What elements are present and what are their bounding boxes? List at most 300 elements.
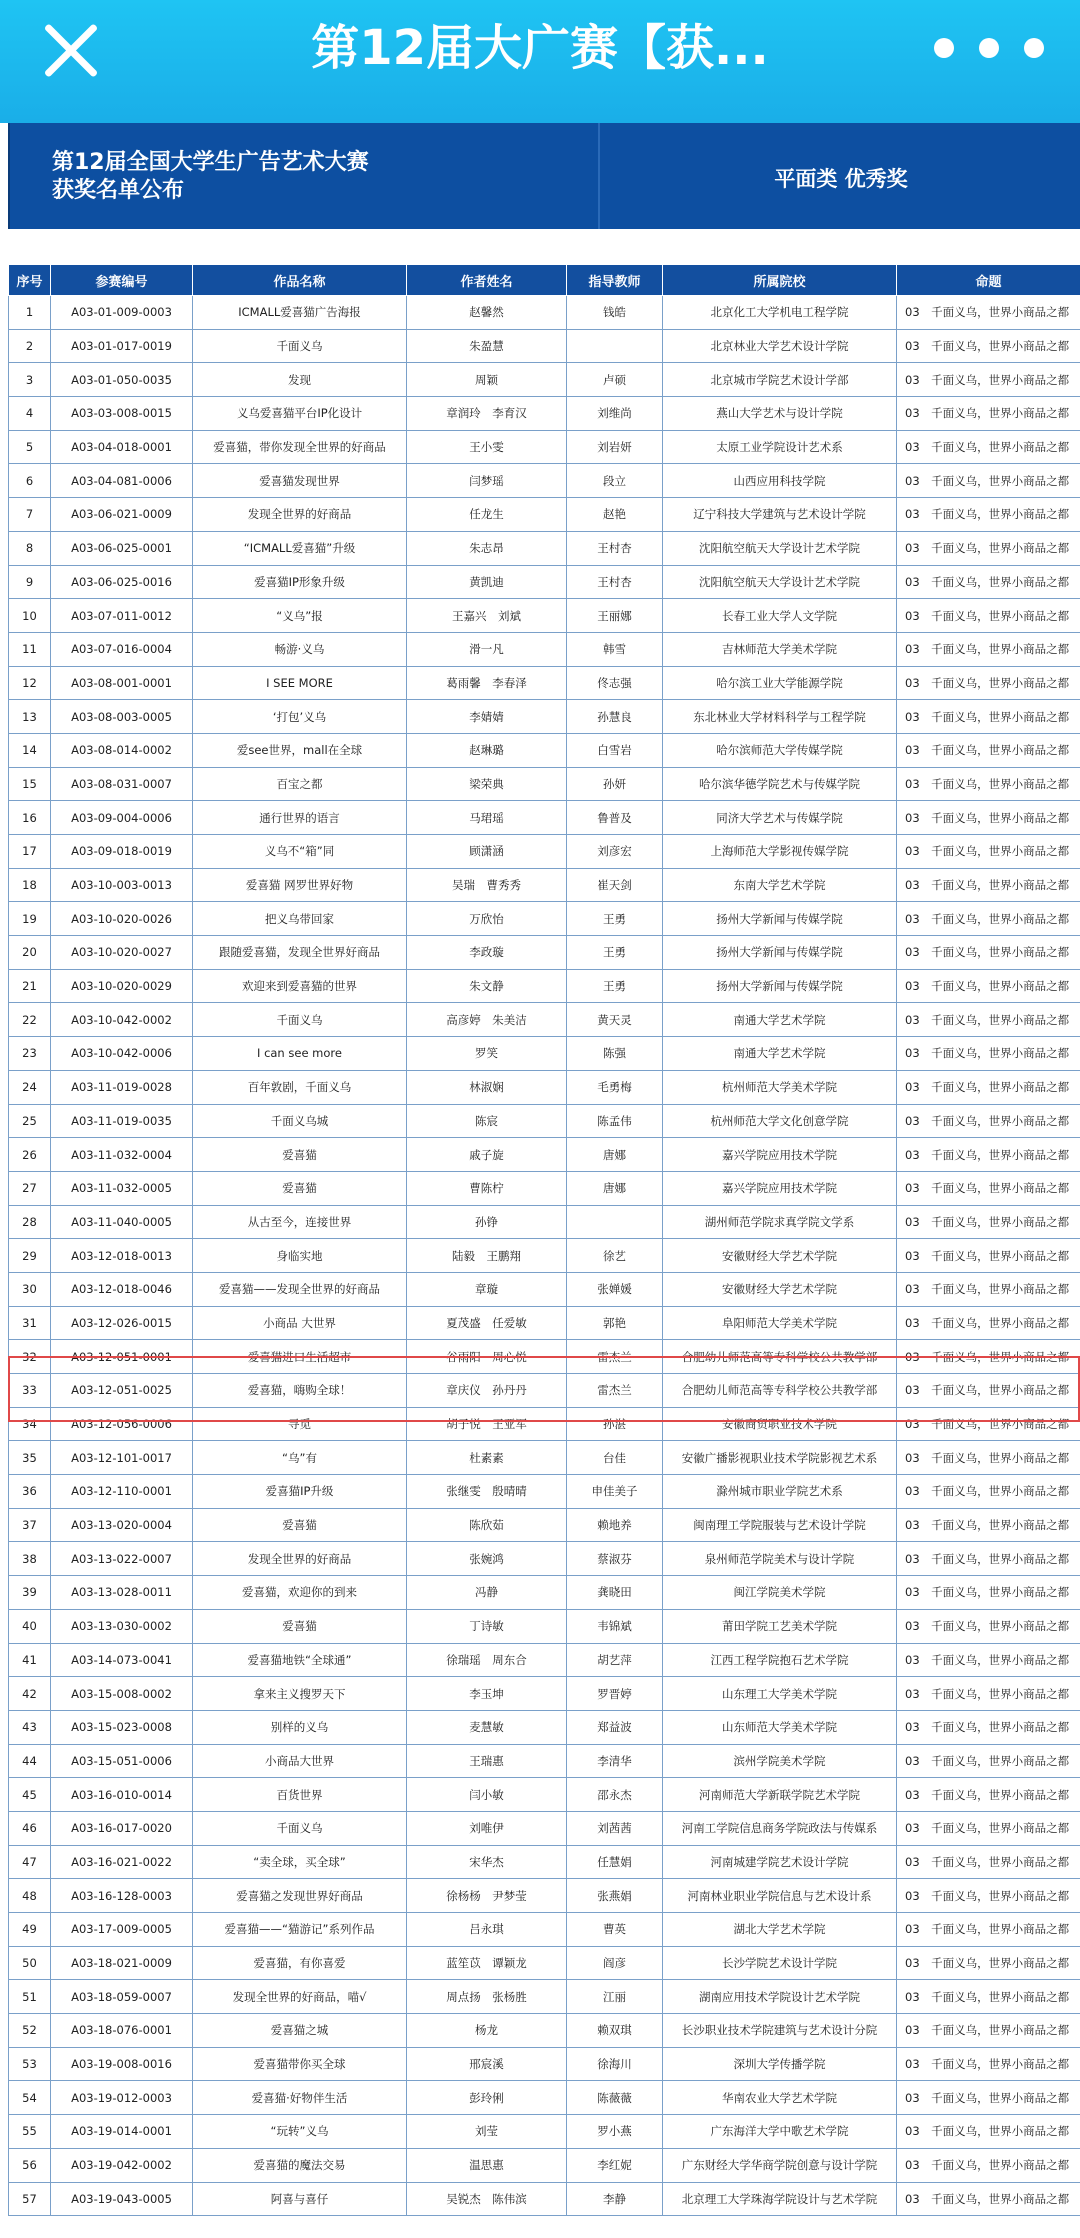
table-cell: 刘茜茜 (567, 1811, 663, 1845)
table-cell: 葛雨馨 李春泽 (407, 666, 567, 700)
table-cell: 03 千面义乌，世界小商品之都 (897, 329, 1080, 363)
table-cell: A03-13-022-0007 (51, 1542, 193, 1576)
table-cell: 16 (9, 801, 51, 835)
table-cell: 把义乌带回家 (193, 902, 407, 936)
table-cell: 19 (9, 902, 51, 936)
table-cell: 燕山大学艺术与设计学院 (663, 397, 897, 431)
column-header: 所属院校 (663, 265, 897, 296)
table-row (9, 1980, 1080, 2014)
table-cell: A03-19-042-0002 (51, 2148, 193, 2182)
table-cell: 53 (9, 2047, 51, 2081)
table-cell: 身临实地 (193, 1239, 407, 1273)
table-row (9, 1542, 1080, 1576)
column-header: 命题 (897, 265, 1080, 296)
table-cell: 孙铮 (407, 1205, 567, 1239)
table-cell: A03-11-032-0005 (51, 1171, 193, 1205)
table-row (9, 1811, 1080, 1845)
table-cell: A03-09-018-0019 (51, 835, 193, 869)
table-row (9, 1003, 1080, 1037)
table-cell: 26 (9, 1138, 51, 1172)
table-cell: 爱喜猫发现世界 (193, 464, 407, 498)
banner (8, 123, 1080, 229)
table-cell: 韦锦斌 (567, 1609, 663, 1643)
table-cell: 03 千面义乌，世界小商品之都 (897, 733, 1080, 767)
table-cell: 爱喜猫，欢迎你的到来 (193, 1576, 407, 1610)
table-cell: 2 (9, 329, 51, 363)
column-header: 序号 (9, 265, 51, 296)
table-cell: 安徽广播影视职业技术学院影视艺术系 (663, 1441, 897, 1475)
table-cell: A03-04-018-0001 (51, 430, 193, 464)
table-cell: 张婉鸿 (407, 1542, 567, 1576)
table-cell: 33 (9, 1374, 51, 1408)
table-cell: 上海师范大学影视传媒学院 (663, 835, 897, 869)
table-cell: ‘打包’义乌 (193, 700, 407, 734)
table-cell: 41 (9, 1643, 51, 1677)
table-cell: 36 (9, 1475, 51, 1509)
table-cell: 韩雪 (567, 632, 663, 666)
table-cell: 35 (9, 1441, 51, 1475)
table-cell: A03-11-019-0035 (51, 1104, 193, 1138)
table-cell: 发现全世界的好商品，喵√ (193, 1980, 407, 2014)
table-row (9, 767, 1080, 801)
table-cell: 爱喜猫IP升级 (193, 1475, 407, 1509)
table-cell: 03 千面义乌，世界小商品之都 (897, 1475, 1080, 1509)
table-cell: 31 (9, 1306, 51, 1340)
table-cell: 李玉坤 (407, 1677, 567, 1711)
page-title: 第12届大广赛【获... (311, 20, 769, 76)
table-cell: 赖双琪 (567, 2014, 663, 2048)
table-cell: 张继雯 殷晴晴 (407, 1475, 567, 1509)
table-cell: 34 (9, 1407, 51, 1441)
table-cell: 29 (9, 1239, 51, 1273)
table-row (9, 1239, 1080, 1273)
table-cell: A03-12-101-0017 (51, 1441, 193, 1475)
table-cell: 1 (9, 296, 51, 330)
table-cell: 安徽商贸职业技术学院 (663, 1407, 897, 1441)
table-row (9, 733, 1080, 767)
table-cell: 泉州师范学院美术与设计学院 (663, 1542, 897, 1576)
table-cell: 徐杨杨 尹梦莹 (407, 1879, 567, 1913)
table-cell: 03 千面义乌，世界小商品之都 (897, 1239, 1080, 1273)
table-cell: 40 (9, 1609, 51, 1643)
table-cell: 03 千面义乌，世界小商品之都 (897, 1003, 1080, 1037)
table-cell: 周点扬 张杨胜 (407, 1980, 567, 2014)
table-cell: 03 千面义乌，世界小商品之都 (897, 599, 1080, 633)
table-cell: 徐艺 (567, 1239, 663, 1273)
table-cell: 03 千面义乌，世界小商品之都 (897, 1778, 1080, 1812)
table-cell: 李政璇 (407, 936, 567, 970)
table-cell: I can see more (193, 1037, 407, 1071)
table-cell: 罗小燕 (567, 2115, 663, 2149)
table-cell: 3 (9, 363, 51, 397)
table-cell: 朱文静 (407, 969, 567, 1003)
table-cell: 03 千面义乌，世界小商品之都 (897, 1306, 1080, 1340)
table-cell: 刘彦宏 (567, 835, 663, 869)
table-cell: 56 (9, 2148, 51, 2182)
table-cell: 江丽 (567, 1980, 663, 2014)
table-cell: A03-18-076-0001 (51, 2014, 193, 2048)
table-cell: “ICMALL爱喜猫”升级 (193, 531, 407, 565)
table-cell: 同济大学艺术与传媒学院 (663, 801, 897, 835)
table-cell: 义乌爱喜猫平台IP化设计 (193, 397, 407, 431)
table-cell: A03-16-021-0022 (51, 1845, 193, 1879)
table-cell: 爱喜猫 (193, 1171, 407, 1205)
table-cell: 爱喜猫的魔法交易 (193, 2148, 407, 2182)
table-cell: 千面义乌 (193, 1811, 407, 1845)
table-cell: 百宝之都 (193, 767, 407, 801)
table-row (9, 1576, 1080, 1610)
table-cell: 湖北大学艺术学院 (663, 1913, 897, 1947)
table-row (9, 2115, 1080, 2149)
table-cell: 冯静 (407, 1576, 567, 1610)
table-cell: 白雪岩 (567, 733, 663, 767)
table-cell: 河南师范大学新联学院艺术学院 (663, 1778, 897, 1812)
table-cell: A03-19-012-0003 (51, 2081, 193, 2115)
banner-title: 第12届全国大学生广告艺术大赛 获奖名单公布 (52, 150, 369, 203)
table-cell: A03-10-020-0027 (51, 936, 193, 970)
table-cell: 50 (9, 1946, 51, 1980)
table-cell: 罗笑 (407, 1037, 567, 1071)
table-row (9, 1407, 1080, 1441)
table-cell: 爱喜猫，带你发现全世界的好商品 (193, 430, 407, 464)
table-cell: 孙湛 (567, 1407, 663, 1441)
table-cell: 03 千面义乌，世界小商品之都 (897, 801, 1080, 835)
table-cell: 03 千面义乌，世界小商品之都 (897, 1811, 1080, 1845)
table-cell: 东南大学艺术学院 (663, 868, 897, 902)
table-cell: 30 (9, 1272, 51, 1306)
table-cell: 爱喜猫·好物伴生活 (193, 2081, 407, 2115)
table-row (9, 1778, 1080, 1812)
table-cell: 赵艳 (567, 498, 663, 532)
table-cell: 03 千面义乌，世界小商品之都 (897, 969, 1080, 1003)
table-cell: 刘唯伊 (407, 1811, 567, 1845)
table-cell: 阿喜与喜仔 (193, 2182, 407, 2216)
table-cell: A03-01-009-0003 (51, 296, 193, 330)
table-cell: 合肥幼儿师范高等专科学校公共教学部 (663, 1374, 897, 1408)
table-cell: A03-08-001-0001 (51, 666, 193, 700)
table-cell: A03-10-042-0002 (51, 1003, 193, 1037)
table-cell: A03-11-040-0005 (51, 1205, 193, 1239)
table-cell: 发现 (193, 363, 407, 397)
table-cell: 赖地养 (567, 1508, 663, 1542)
table-cell: 别样的义乌 (193, 1710, 407, 1744)
table-cell: 6 (9, 464, 51, 498)
table-row (9, 1037, 1080, 1071)
table-cell: 55 (9, 2115, 51, 2149)
table-cell: A03-10-042-0006 (51, 1037, 193, 1071)
table-cell: 崔天剑 (567, 868, 663, 902)
table-cell: 陈宸 (407, 1104, 567, 1138)
table-cell: A03-13-030-0002 (51, 1609, 193, 1643)
table-cell: 欢迎来到爱喜猫的世界 (193, 969, 407, 1003)
table-cell: 北京城市学院艺术设计学部 (663, 363, 897, 397)
table-row (9, 1205, 1080, 1239)
table-cell: 北京化工大学机电工程学院 (663, 296, 897, 330)
table-cell: 03 千面义乌，世界小商品之都 (897, 1542, 1080, 1576)
table-cell: 爱喜猫——发现全世界的好商品 (193, 1272, 407, 1306)
table-cell: 曹陈柠 (407, 1171, 567, 1205)
table-cell: 钱皓 (567, 296, 663, 330)
table-cell: 章璇 (407, 1272, 567, 1306)
table-cell: 章润玲 李育汉 (407, 397, 567, 431)
table-cell: 4 (9, 397, 51, 431)
table-cell: 河南林业职业学院信息与艺术设计系 (663, 1879, 897, 1913)
table-cell: 宋华杰 (407, 1845, 567, 1879)
table-cell: 44 (9, 1744, 51, 1778)
table-row (9, 902, 1080, 936)
table-row (9, 430, 1080, 464)
table-cell: 21 (9, 969, 51, 1003)
table-row (9, 835, 1080, 869)
table-cell: 麦慧敏 (407, 1710, 567, 1744)
table-cell: 爱喜猫 (193, 1138, 407, 1172)
table-cell: 朱盈慧 (407, 329, 567, 363)
table-cell: 闫小敏 (407, 1778, 567, 1812)
table-cell: 03 千面义乌，世界小商品之都 (897, 363, 1080, 397)
table-cell: 徐瑞瑶 周东合 (407, 1643, 567, 1677)
table-cell: 爱喜猫，有你喜爱 (193, 1946, 407, 1980)
table-cell: 03 千面义乌，世界小商品之都 (897, 700, 1080, 734)
table-row (9, 1104, 1080, 1138)
table-cell: 江西工程学院抱石艺术学院 (663, 1643, 897, 1677)
table-cell: A03-12-056-0006 (51, 1407, 193, 1441)
table-cell: 扬州大学新闻与传媒学院 (663, 969, 897, 1003)
table-cell: 华南农业大学艺术学院 (663, 2081, 897, 2115)
table-cell: A03-17-009-0005 (51, 1913, 193, 1947)
table-cell: 03 千面义乌，世界小商品之都 (897, 2047, 1080, 2081)
table-cell: 39 (9, 1576, 51, 1610)
table-cell: 23 (9, 1037, 51, 1071)
table-cell: 吴瑞 曹秀秀 (407, 868, 567, 902)
table-cell: 46 (9, 1811, 51, 1845)
table-cell: 吉林师范大学美术学院 (663, 632, 897, 666)
table-cell: 王丽娜 (567, 599, 663, 633)
table-cell: 10 (9, 599, 51, 633)
table-cell: 5 (9, 430, 51, 464)
table-cell: 刘维尚 (567, 397, 663, 431)
table-row (9, 632, 1080, 666)
table-cell: A03-16-128-0003 (51, 1879, 193, 1913)
table-cell: 雷杰兰 (567, 1340, 663, 1374)
table-cell: 梁荣典 (407, 767, 567, 801)
table-cell: 03 千面义乌，世界小商品之都 (897, 296, 1080, 330)
awards-table (8, 264, 1080, 2216)
table-cell: 爱喜猫 网罗世界好物 (193, 868, 407, 902)
table-cell: 义乌不“箱”同 (193, 835, 407, 869)
table-cell: 03 千面义乌，世界小商品之都 (897, 1913, 1080, 1947)
table-cell: 申佳美子 (567, 1475, 663, 1509)
table-cell: 03 千面义乌，世界小商品之都 (897, 902, 1080, 936)
table-cell: 毛勇梅 (567, 1070, 663, 1104)
table-cell: “乌”有 (193, 1441, 407, 1475)
table-cell: 王小雯 (407, 430, 567, 464)
table-cell: 25 (9, 1104, 51, 1138)
table-cell: 王勇 (567, 902, 663, 936)
table-cell: 安徽财经大学艺术学院 (663, 1239, 897, 1273)
table-cell: 安徽财经大学艺术学院 (663, 1272, 897, 1306)
table-cell: 河南城建学院艺术设计学院 (663, 1845, 897, 1879)
close-icon[interactable] (40, 20, 100, 80)
table-row (9, 1070, 1080, 1104)
table-row (9, 2182, 1080, 2216)
table-row (9, 1171, 1080, 1205)
table-row (9, 329, 1080, 363)
table-cell: A03-13-028-0011 (51, 1576, 193, 1610)
table-cell: A03-12-018-0046 (51, 1272, 193, 1306)
table-cell: 王勇 (567, 936, 663, 970)
table-cell: 台佳 (567, 1441, 663, 1475)
table-cell: 杜素素 (407, 1441, 567, 1475)
table-cell: 哈尔滨华德学院艺术与传媒学院 (663, 767, 897, 801)
table-row (9, 1340, 1080, 1374)
table-cell: 任龙生 (407, 498, 567, 532)
table-cell: 03 千面义乌，世界小商品之都 (897, 565, 1080, 599)
table-cell: 从古至今，连接世界 (193, 1205, 407, 1239)
table-cell: 广东财经大学华商学院创意与设计学院 (663, 2148, 897, 2182)
table-cell: 曹英 (567, 1913, 663, 1947)
table-cell: 11 (9, 632, 51, 666)
table-cell: 陈薇薇 (567, 2081, 663, 2115)
table-cell: 57 (9, 2182, 51, 2216)
table-cell: 丁诗敏 (407, 1609, 567, 1643)
top-bar (0, 0, 1080, 123)
table-cell: 爱see世界，mall在全球 (193, 733, 407, 767)
table-cell: 莆田学院工艺美术学院 (663, 1609, 897, 1643)
table-row (9, 1710, 1080, 1744)
table-cell: 12 (9, 666, 51, 700)
table-row (9, 1374, 1080, 1408)
table-cell: A03-12-018-0013 (51, 1239, 193, 1273)
table-row (9, 936, 1080, 970)
table-row (9, 868, 1080, 902)
table-cell: 阜阳师范大学美术学院 (663, 1306, 897, 1340)
table-cell: 胡艺萍 (567, 1643, 663, 1677)
table-cell: 滁州城市职业学院艺术系 (663, 1475, 897, 1509)
table-cell: 太原工业学院设计艺术系 (663, 430, 897, 464)
table-cell: 山东师范大学美术学院 (663, 1710, 897, 1744)
table-cell: 爱喜猫，嗨购全球！ (193, 1374, 407, 1408)
table-cell: 北京理工大学珠海学院设计与艺术学院 (663, 2182, 897, 2216)
table-row (9, 531, 1080, 565)
table-cell: 爱喜猫 (193, 1609, 407, 1643)
table-cell: 爱喜猫进口生活超市 (193, 1340, 407, 1374)
table-cell: 广东海洋大学中歌艺术学院 (663, 2115, 897, 2149)
table-row (9, 1508, 1080, 1542)
table-cell: 黄天灵 (567, 1003, 663, 1037)
table-cell: 山东理工大学美术学院 (663, 1677, 897, 1711)
table-cell: 爱喜猫——“猫游记”系列作品 (193, 1913, 407, 1947)
table-cell: “卖全球，买全球” (193, 1845, 407, 1879)
table-cell: 唐娜 (567, 1138, 663, 1172)
table-cell: 发现全世界的好商品 (193, 1542, 407, 1576)
table-cell: 03 千面义乌，世界小商品之都 (897, 1710, 1080, 1744)
table-cell: A03-16-017-0020 (51, 1811, 193, 1845)
table-cell: 邵永杰 (567, 1778, 663, 1812)
table-cell: 徐海川 (567, 2047, 663, 2081)
table-cell: 千面义乌 (193, 1003, 407, 1037)
table-cell: 马珺瑶 (407, 801, 567, 835)
table-cell: 李静 (567, 2182, 663, 2216)
table-cell: 沈阳航空航天大学设计艺术学院 (663, 565, 897, 599)
table-cell: 鲁普及 (567, 801, 663, 835)
table-row (9, 1609, 1080, 1643)
table-cell: 03 千面义乌，世界小商品之都 (897, 1171, 1080, 1205)
table-cell: 45 (9, 1778, 51, 1812)
table-cell: 罗晋婷 (567, 1677, 663, 1711)
more-options-icon[interactable] (934, 38, 1044, 62)
table-cell: 王村杏 (567, 531, 663, 565)
table-header-row (9, 265, 1080, 296)
table-cell: 47 (9, 1845, 51, 1879)
table-cell: 湖南应用技术学院设计艺术学院 (663, 1980, 897, 2014)
table-cell: 千面义乌 (193, 329, 407, 363)
table-cell: 林淑娴 (407, 1070, 567, 1104)
table-cell: 北京林业大学艺术设计学院 (663, 329, 897, 363)
table-cell: 48 (9, 1879, 51, 1913)
table-cell: A03-13-020-0004 (51, 1508, 193, 1542)
table-cell: 王瑞惠 (407, 1744, 567, 1778)
table-row (9, 1744, 1080, 1778)
table-cell: 03 千面义乌，世界小商品之都 (897, 1205, 1080, 1239)
table-cell: 03 千面义乌，世界小商品之都 (897, 2148, 1080, 2182)
table-cell: 张婵媛 (567, 1272, 663, 1306)
table-cell: 陈孟伟 (567, 1104, 663, 1138)
table-cell: 万欣怡 (407, 902, 567, 936)
table-row (9, 969, 1080, 1003)
table-cell: 24 (9, 1070, 51, 1104)
table-cell: 佟志强 (567, 666, 663, 700)
table-cell: 沈阳航空航天大学设计艺术学院 (663, 531, 897, 565)
table-cell: 辽宁科技大学建筑与艺术设计学院 (663, 498, 897, 532)
table-cell: 邢宸溪 (407, 2047, 567, 2081)
table-cell: A03-18-021-0009 (51, 1946, 193, 1980)
table-cell: 03 千面义乌，世界小商品之都 (897, 1744, 1080, 1778)
table-cell: 嘉兴学院应用技术学院 (663, 1171, 897, 1205)
table-cell: 03 千面义乌，世界小商品之都 (897, 1980, 1080, 2014)
table-cell: 03 千面义乌，世界小商品之都 (897, 2014, 1080, 2048)
table-row (9, 1441, 1080, 1475)
table-row (9, 666, 1080, 700)
table-cell: 32 (9, 1340, 51, 1374)
table-cell: 吴锐杰 陈伟滨 (407, 2182, 567, 2216)
table-cell: A03-03-008-0015 (51, 397, 193, 431)
table-cell: 小商品大世界 (193, 1744, 407, 1778)
table-cell: 戚子旋 (407, 1138, 567, 1172)
table-cell: 03 千面义乌，世界小商品之都 (897, 397, 1080, 431)
table-row (9, 700, 1080, 734)
table-cell: 章庆仪 孙丹丹 (407, 1374, 567, 1408)
table-cell: 杭州师范大学文化创意学院 (663, 1104, 897, 1138)
table-cell: A03-06-025-0001 (51, 531, 193, 565)
table-row (9, 464, 1080, 498)
column-header: 作品名称 (193, 265, 407, 296)
table-cell: 爱喜猫之发现世界好商品 (193, 1879, 407, 1913)
table-cell: A03-12-110-0001 (51, 1475, 193, 1509)
banner-category: 平面类 优秀奖 (774, 167, 908, 191)
table-cell: 通行世界的语言 (193, 801, 407, 835)
table-cell: A03-19-043-0005 (51, 2182, 193, 2216)
table-cell: 03 千面义乌，世界小商品之都 (897, 1643, 1080, 1677)
table-cell: 顾潇涵 (407, 835, 567, 869)
table-cell: 03 千面义乌，世界小商品之都 (897, 1677, 1080, 1711)
table-cell: 03 千面义乌，世界小商品之都 (897, 1609, 1080, 1643)
table-row (9, 1272, 1080, 1306)
table-cell: A03-06-021-0009 (51, 498, 193, 532)
table-cell: 李清华 (567, 1744, 663, 1778)
table-cell: 爱喜猫之城 (193, 2014, 407, 2048)
table-cell (567, 1205, 663, 1239)
table-cell: 郭艳 (567, 1306, 663, 1340)
